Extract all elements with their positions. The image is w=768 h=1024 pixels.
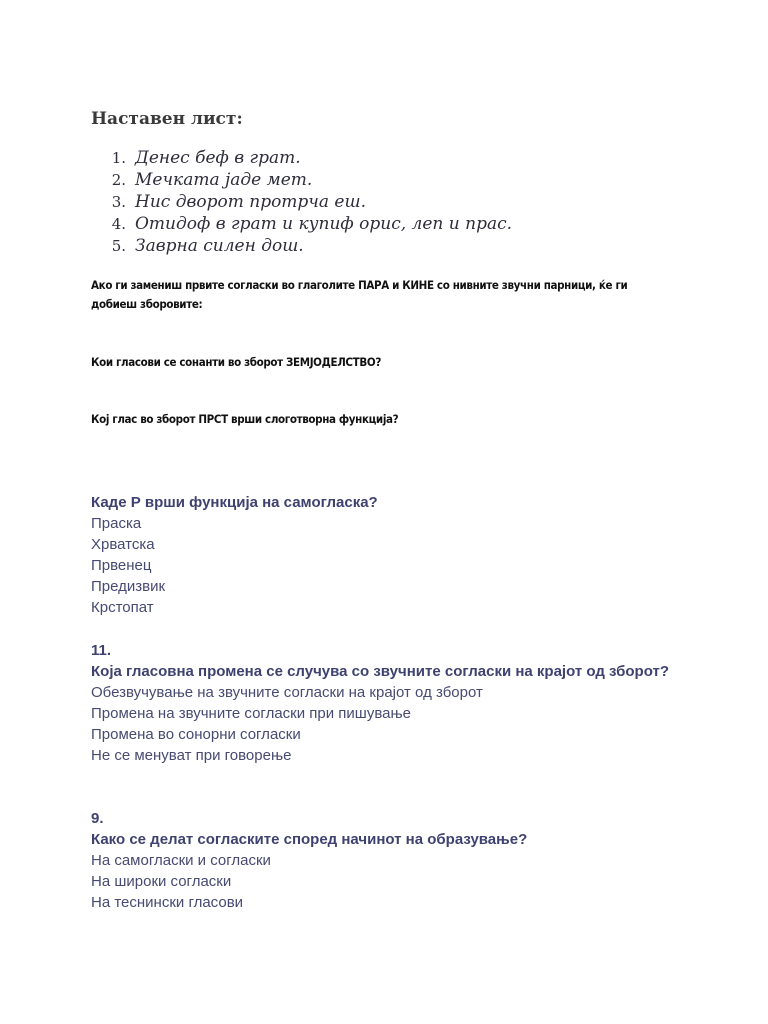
answer-option: Промена во сонорни согласки: [91, 726, 301, 743]
answer-option: Предизвик: [91, 578, 166, 595]
task-syllabic-function: [91, 410, 649, 429]
sentence-text: Отидоф в грат и купиф орис, леп и прас.: [135, 214, 513, 234]
sentence-number: 5.: [111, 237, 126, 255]
sentence-text: Мечката јаде мет.: [135, 170, 313, 190]
answer-option: Обезвучување на звучните согласки на крајот од зборот: [91, 684, 483, 701]
sentence-number: 3.: [111, 193, 126, 211]
quiz-question-r-vowel: [91, 492, 691, 618]
answer-options: [91, 850, 691, 913]
sentence-item: [91, 236, 512, 258]
question-text: Која гласовна промена се случува со звучните согласки на крајот од зборот?: [91, 663, 670, 680]
answer-option: На широки согласки: [91, 873, 232, 890]
task-text-line: Кој глас во зборот ПРСТ врши слоготворна функција?: [91, 412, 399, 426]
task-text-line: добиеш зборовите:: [91, 297, 203, 311]
sentence-text: Нис дворот протрча еш.: [135, 192, 366, 212]
task-text-line: Кои гласови се сонанти во зборот ЗЕМЈОДЕЛСТВО?: [91, 355, 381, 369]
task-text-line: Ако ги замениш првите согласки во глаголите ПАРА и КИНЕ со нивните звучни парници, ќе ги: [91, 278, 628, 292]
sentence-list: [91, 148, 512, 258]
quiz-question-11: [91, 640, 691, 766]
answer-option: Хрватска: [91, 536, 155, 553]
sentence-text: Заврна силен дош.: [135, 236, 304, 256]
question-number: 9.: [91, 810, 104, 827]
sentence-number: 4.: [111, 215, 126, 233]
answer-option: Крстопат: [91, 599, 154, 616]
answer-options: [91, 682, 691, 766]
question-text: Како се делат согласките според начинот на образување?: [91, 831, 528, 848]
sentence-item: [91, 214, 512, 236]
quiz-question-9: [91, 808, 691, 913]
worksheet-title: Наставен лист:: [91, 109, 243, 129]
sentence-item: [91, 192, 512, 214]
sentence-number: 2.: [111, 171, 126, 189]
task-sonants: [91, 353, 649, 372]
sentence-item: [91, 170, 512, 192]
answer-option: Промена на звучните согласки при пишување: [91, 705, 411, 722]
question-number: 11.: [91, 642, 112, 659]
answer-option: Праска: [91, 515, 142, 532]
answer-option: Првенец: [91, 557, 152, 574]
answer-option: На самогласки и согласки: [91, 852, 271, 869]
answer-option: Не се менуват при говорење: [91, 747, 292, 764]
task-voiced-pairs: [91, 276, 649, 314]
question-text: Каде Р врши функција на самогласка?: [91, 494, 378, 511]
sentence-number: 1.: [111, 149, 126, 167]
answer-option: На теснински гласови: [91, 894, 244, 911]
sentence-item: [91, 148, 512, 170]
answer-options: [91, 513, 691, 618]
sentence-text: Денес беф в грат.: [135, 148, 301, 168]
